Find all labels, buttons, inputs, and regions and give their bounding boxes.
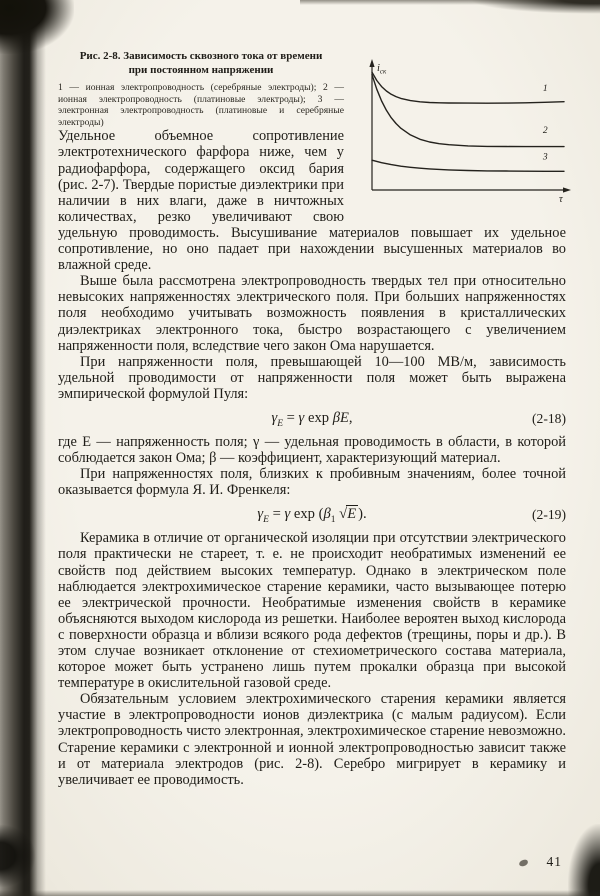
scan-artifact-bottom-left: [0, 824, 36, 888]
paragraph-field-strength-intro: Выше была рассмотрена электропроводность твердых тел при относительно невысоких напряженностях электрического поля. При больших напряженностях поля необходимо учитывать возможность появления в кристаллических диэлектриках электронного тока, быстро возрастающего с увеличением напряженности поля, вследствие чего закон Ома нарушается.: [58, 273, 566, 354]
paragraph-poole-variables: где E — напряженность поля; γ — удельная проводимость в области, в которой соблюдается закон Ома; β — коэффициент, характеризующий материал.: [58, 433, 566, 467]
chart-curves: [372, 72, 564, 171]
figure-2-8: [356, 54, 580, 204]
scan-artifact-corner-bottom-right: [568, 824, 600, 896]
curve-label-3: 3: [542, 152, 548, 163]
figure-caption-line1: Рис. 2-8. Зависимость сквозного тока от времени: [79, 50, 323, 62]
formula-2-18-expression: $\gamma_E = \gamma$ exp βE,: [271, 409, 353, 429]
formula-2-19-expression: $\gamma_E = \gamma$ $\exp (\beta_1$ √E ).: [257, 506, 367, 526]
paragraph-frenkel-intro: При напряженностях поля, близких к пробивным значениям, более точной оказывается формула Я. И. Френкеля:: [58, 466, 566, 499]
formula-2-18: [58, 408, 566, 428]
curve-3: [372, 160, 564, 171]
page-number: 41: [546, 854, 562, 869]
formula-2-19: [58, 504, 566, 524]
curve-1: [372, 72, 564, 103]
figure-2-8-chart: [356, 54, 580, 204]
y-axis-arrow-icon: [369, 59, 374, 67]
figure-caption-line2: при постоянном напряжении: [128, 63, 274, 76]
paragraph-porcelain-resistivity: Удельное объемное сопротивление электротехнического фарфора ниже, чем у радиофарфора, содержащего оксид бария (рис. 2-7). Твердые пористые диэлектрики при наличии в них влаги, даже в ничтожных количествах, резко увеличивают свою удельную проводимость. Высушивание материалов повышает их удельное сопротивление, но оно падает при нахождении высушенных материалов во влажной среде.: [58, 128, 566, 274]
paragraph-poole-formula-intro: При напряженности поля, превышающей 10—100 МВ/м, зависимость удельной проводимости от напряженности поля может быть выражена эмпирической формулой Пуля:: [58, 353, 566, 402]
formula-2-18-number: (2-18): [532, 410, 566, 426]
formula-2-19-number: (2-19): [532, 507, 566, 523]
curve-label-2: 2: [542, 126, 548, 136]
paragraph-ceramic-aging: Керамика в отличие от органической изоляции при отсутствии электрического поля практически не стареет, т. е. не происходит необратимых изменений ее свойств под действием высоких температур. Однако в электрическом поле наблюдается электрохимическое старение керамики, часто вызывающее потерю ее электрической прочности. Необратимые изменения свойств в керамике объясняются выходом кислорода из решетки. Наиболее вероятен выход кислорода с поверхности образца и вблизи всякого рода дефектов (трещины, поры и др.). В этом случае возникает отклонение от стехиометрического состава материала, которое может быть устранено лишь путем прокалки образца при высокой температуре в окислительной газовой среде.: [58, 530, 566, 692]
figure-legend: 1 — ионная электропроводность (серебряные электроды); 2 — ионная электропроводность (платиновые электроды); 3 — электронная электропроводность (платиновые и серебряные электроды): [58, 82, 344, 128]
curve-label-1: 1: [542, 83, 548, 94]
x-axis-arrow-icon: [563, 187, 571, 192]
scan-artifact-bottom-edge: [0, 890, 600, 896]
scan-artifact-ink-speck: [518, 859, 528, 867]
x-axis-label: τ: [559, 194, 563, 204]
paragraph-electrochemical-aging-condition: Обязательным условием электрохимического старения керамики является участие в электропроводности ионов диэлектрика (с малым радиусом). Если электропроводность чисто электронная, электрохимическое старение невозможно. Старение керамики с электронной и ионной электропроводностью зависит также и от материала электродов (рис. 2-8). Серебро мигрирует в керамику и увеличивает ее проводимость.: [58, 691, 566, 788]
curve-2: [372, 75, 564, 147]
y-axis-label: $i_{ск}$: [377, 63, 387, 76]
